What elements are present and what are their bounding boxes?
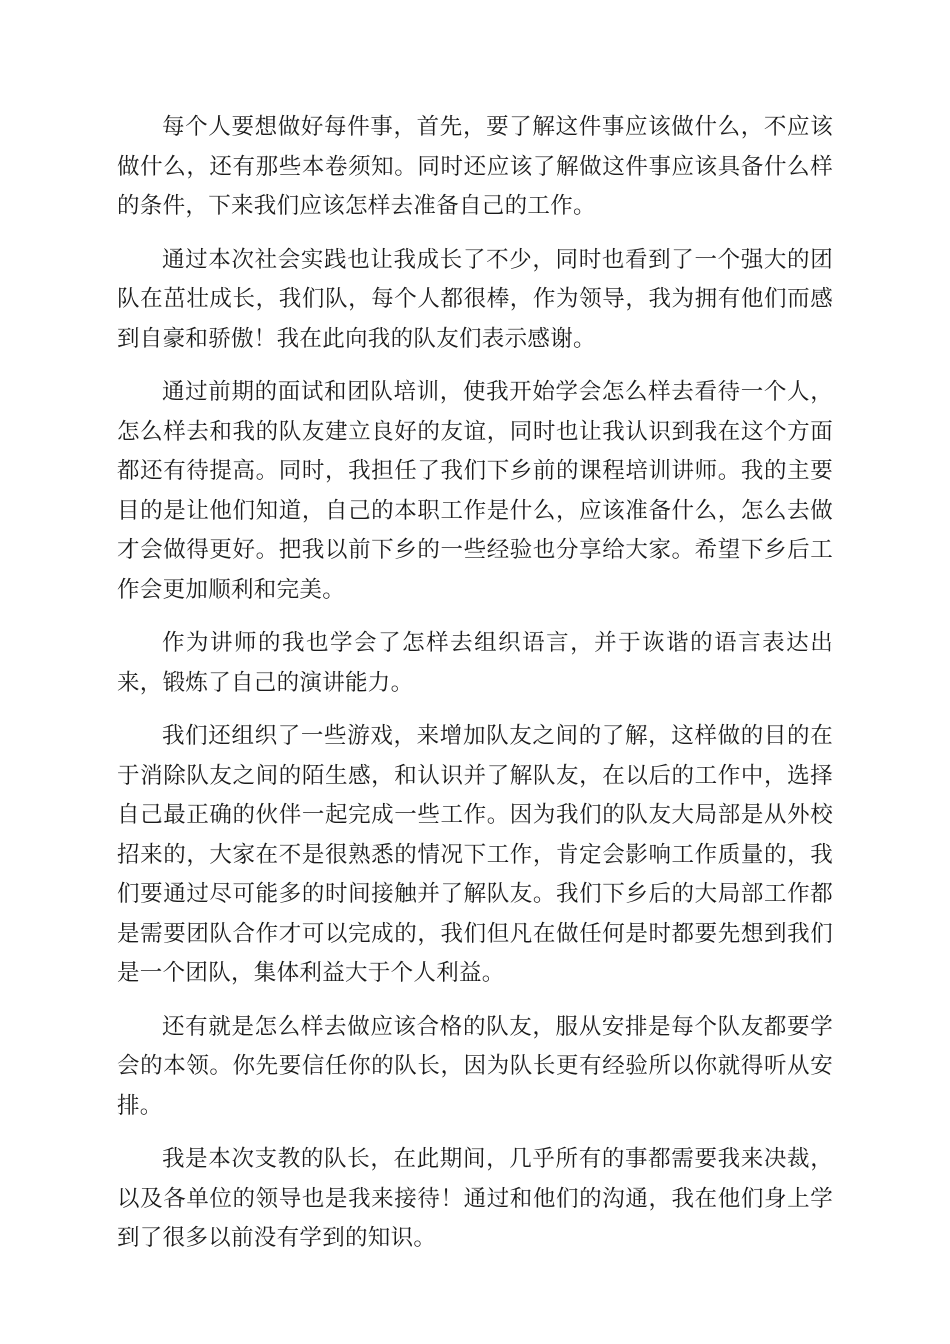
paragraph-4: 作为讲师的我也学会了怎样去组织语言，并于诙谐的语言表达出来，锻炼了自己的演讲能力。 <box>117 630 833 696</box>
paragraph-5: 我们还组织了一些游戏，来增加队友之间的了解，这样做的目的在于消除队友之间的陌生感，和认识并了解队友，在以后的工作中，选择自己最正确的伙伴一起完成一些工作。因为我们的队友大局部是从外校招来的，大家在不是很熟悉的情况下工作，肯定会影响工作质量的，我们要通过尽可能多的时间接触并了解队友。我们下乡后的大局部工作都是需要团队合作才可以完成的，我们但凡在做任何是时都要先想到我们是一个团队，集体利益大于个人利益。 <box>117 723 833 986</box>
paragraph-7: 我是本次支教的队长，在此期间，几乎所有的事都需要我来决裁，以及各单位的领导也是我来接待！通过和他们的沟通，我在他们身上学到了很多以前没有学到的知识。 <box>117 1146 833 1251</box>
paragraph-6: 还有就是怎么样去做应该合格的队友，服从安排是每个队友都要学会的本领。你先要信任你的队长，因为队长更有经验所以你就得听从安排。 <box>117 1013 833 1119</box>
paragraph-2: 通过本次社会实践也让我成长了不少，同时也看到了一个强大的团队在茁壮成长，我们队，每个人都很棒，作为领导，我为拥有他们而感到自豪和骄傲！我在此向我的队友们表示感谢。 <box>117 246 833 352</box>
document-body <box>117 108 833 1273</box>
paragraph-1: 每个人要想做好每件事，首先，要了解这件事应该做什么，不应该做什么，还有那些本卷须知。同时还应该了解做这件事应该具备什么样的条件，下来我们应该怎样去准备自己的工作。 <box>117 114 833 219</box>
paragraph-3: 通过前期的面试和团队培训，使我开始学会怎么样去看待一个人，怎么样去和我的队友建立良好的友谊，同时也让我认识到我在这个方面都还有待提高。同时，我担任了我们下乡前的课程培训讲师。我的主要目的是让他们知道，自己的本职工作是什么，应该准备什么，怎么去做才会做得更好。把我以前下乡的一些经验也分享给大家。希望下乡后工作会更加顺利和完美。 <box>117 379 833 603</box>
